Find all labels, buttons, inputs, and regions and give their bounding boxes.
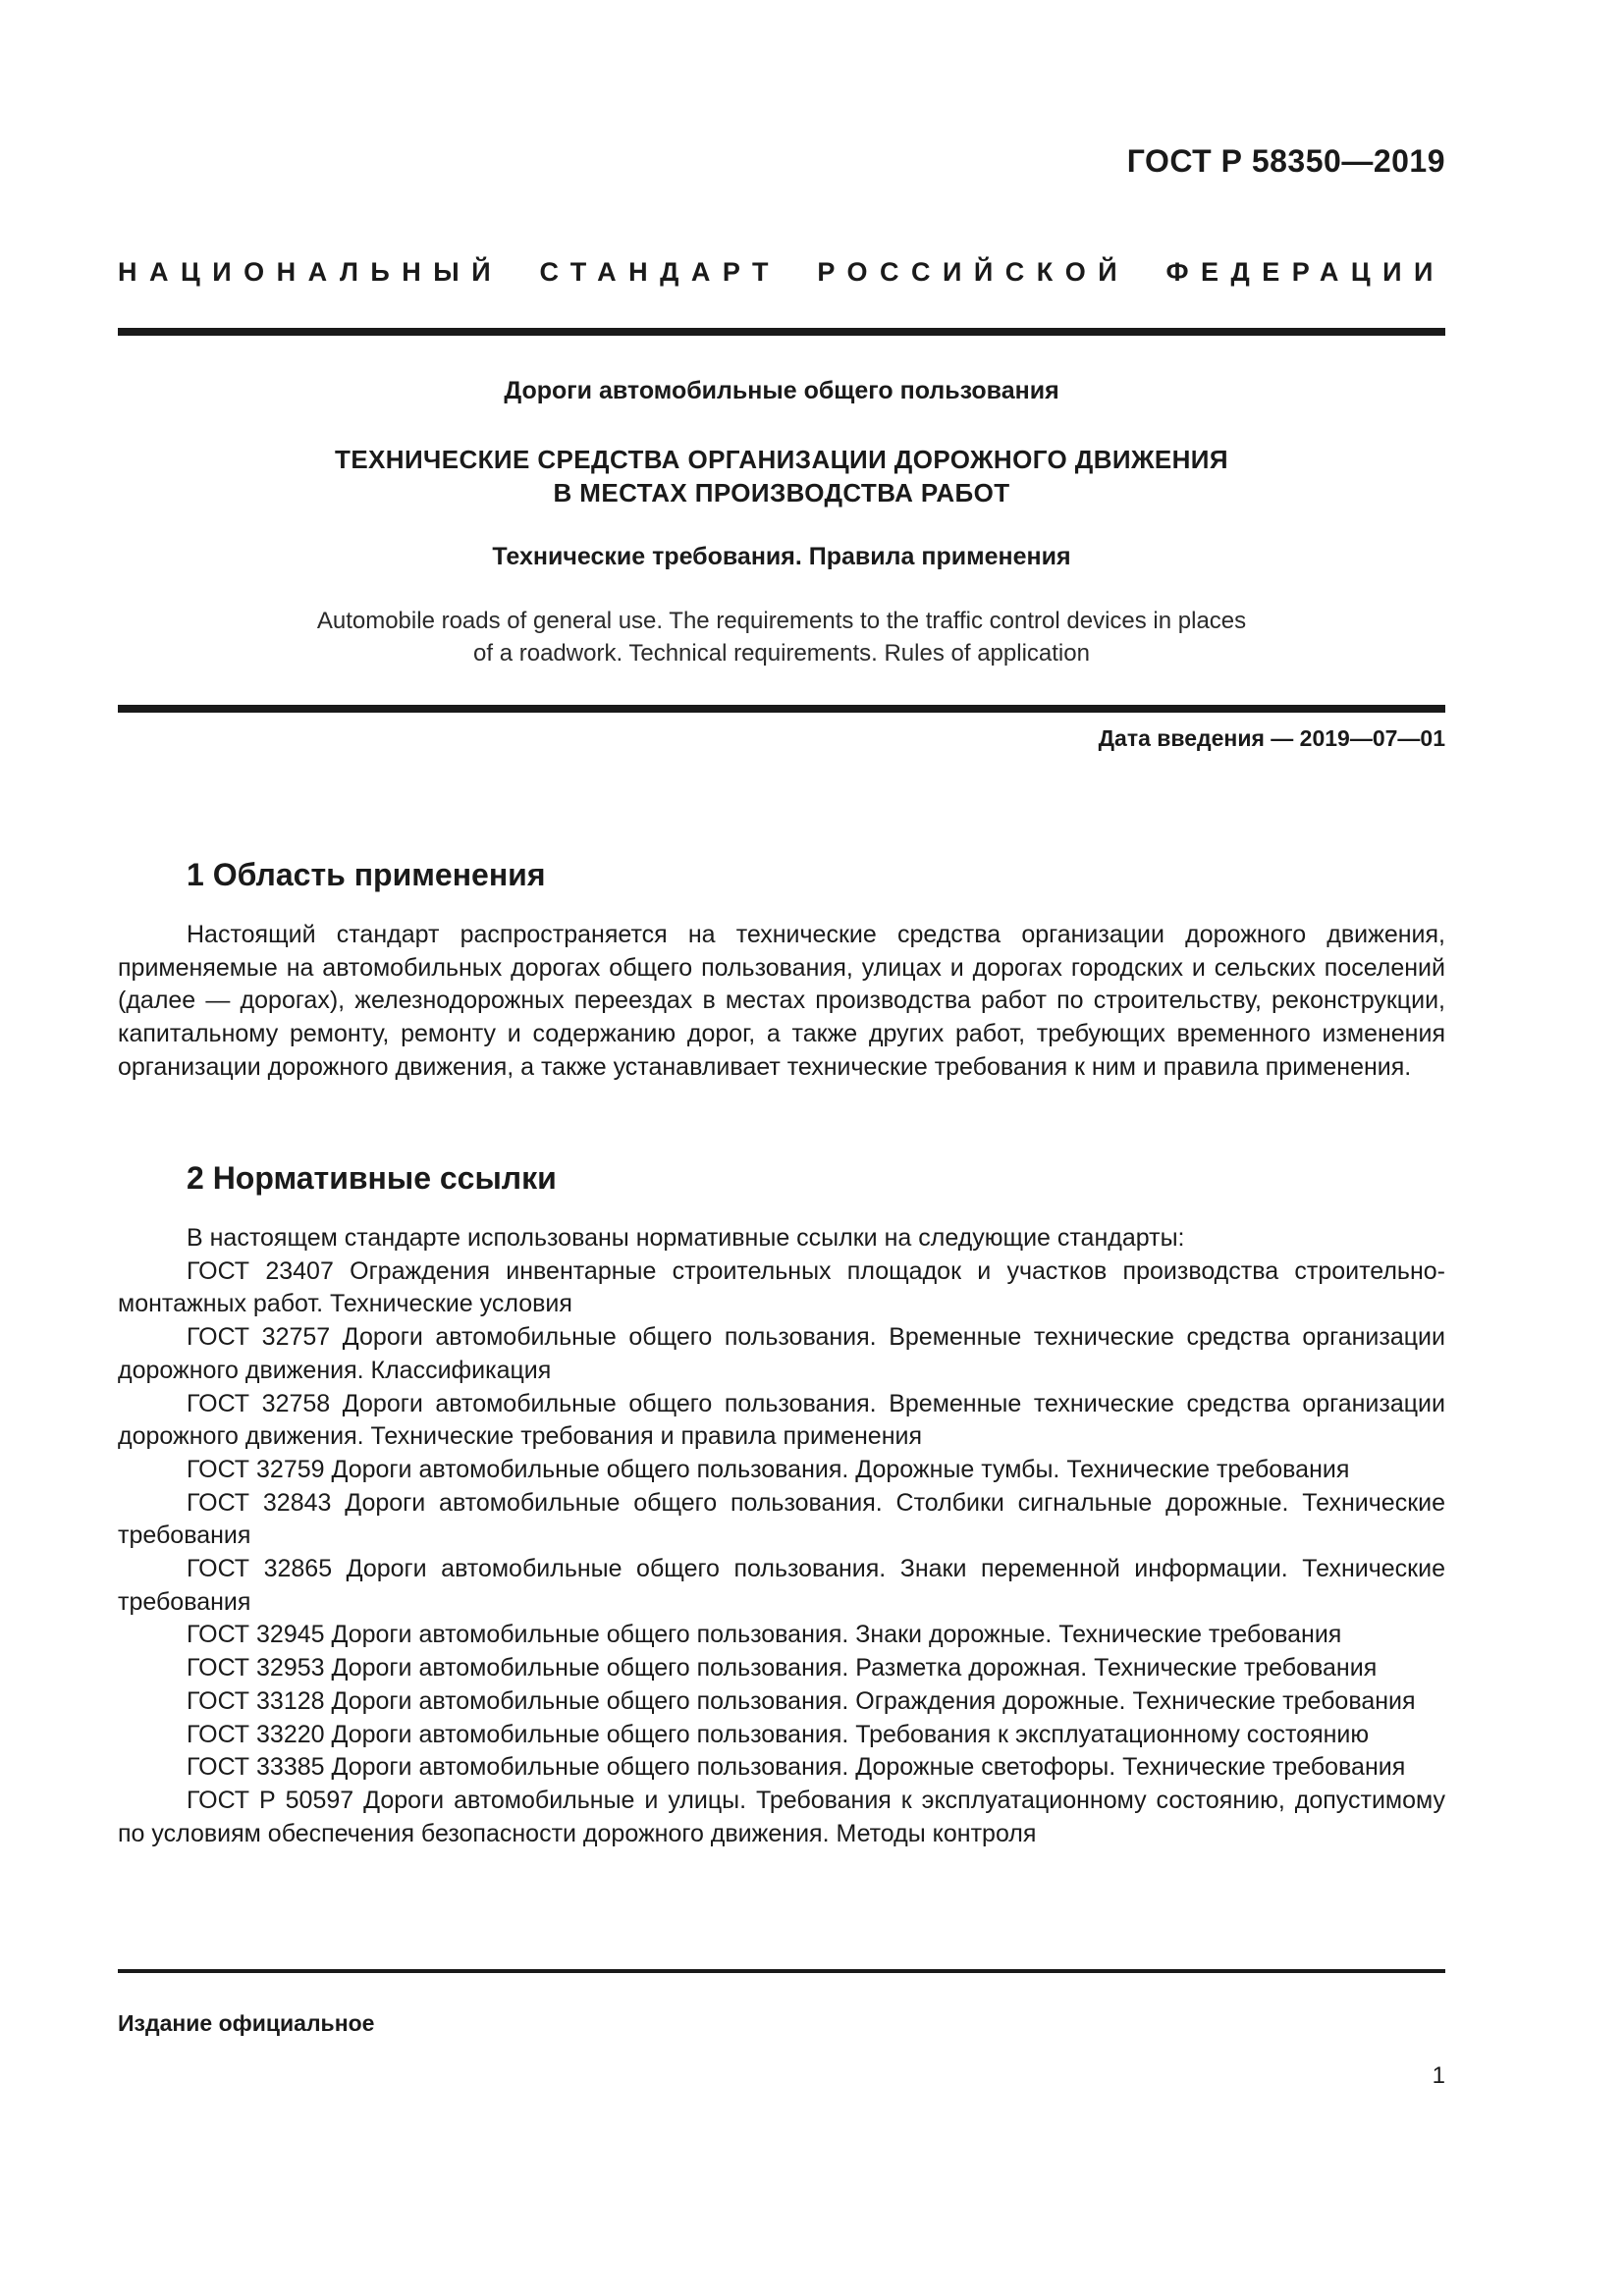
footer-divider [118,1969,1445,1973]
section-1-body [118,919,1445,1085]
section-2-heading: 2 Нормативные ссылки [187,1160,557,1196]
references-intro: В настоящем стандарте использованы нормативные ссылки на следующие стандарты: [187,1224,1185,1252]
header-word: НАЦИОНАЛЬНЫЙ [118,257,504,287]
page-number: 1 [1432,2062,1445,2089]
header-word: РОССИЙСКОЙ [817,257,1130,287]
reference-item: ГОСТ 32759 Дороги автомобильные общего пользования. Дорожные тумбы. Технические требования [187,1455,1350,1483]
section-1-heading: 1 Область применения [187,857,546,892]
document-title [118,443,1445,509]
title-line: ТЕХНИЧЕСКИЕ СРЕДСТВА ОРГАНИЗАЦИИ ДОРОЖНОГО ДВИЖЕНИЯ [335,445,1228,474]
reference-item: ГОСТ 32758 Дороги автомобильные общего пользования. Временные технические средства организации дорожного движения. Технические требования и правила применения [118,1389,1445,1451]
reference-item: ГОСТ 32757 Дороги автомобильные общего пользования. Временные технические средства организации дорожного движения. Классификация [118,1323,1445,1384]
reference-item: ГОСТ 33220 Дороги автомобильные общего пользования. Требования к эксплуатационному состоянию [187,1720,1370,1748]
official-edition-label: Издание официальное [118,2010,375,2036]
section-2-body [118,1222,1445,1850]
document-number: ГОСТ Р 58350—2019 [1126,143,1445,179]
english-title-line: Automobile roads of general use. The requirements to the traffic control devices in places [316,608,1247,634]
reference-item: ГОСТ 23407 Ограждения инвентарные строительных площадок и участков производства строительно-монтажных работ. Технические условия [118,1256,1445,1318]
english-title-line: of a roadwork. Technical requirements. Rules of application [473,640,1090,667]
reference-item: ГОСТ 32865 Дороги автомобильные общего пользования. Знаки переменной информации. Технические требования [118,1555,1445,1616]
reference-item: ГОСТ 32843 Дороги автомобильные общего пользования. Столбики сигнальные дорожные. Технические требования [118,1488,1445,1550]
section-1-paragraph: Настоящий стандарт распространяется на технические средства организации дорожного движения, применяемые на автомобильных дорогах общего пользования, улицах и дорогах городских и сельских поселений (далее — дорогах), железнодорожных переездах в местах производства работ по строительству, реконструкции, капитальному ремонту, ремонту и содержанию дорог, а также других работ, требующих временного изменения организации дорожного движения, а также устанавливает технические требования к ним и правила применения. [118,921,1445,1081]
reference-item: ГОСТ Р 50597 Дороги автомобильные и улицы. Требования к эксплуатационному состоянию, допустимому по условиям обеспечения безопасности дорожного движения. Методы контроля [118,1786,1445,1847]
reference-item: ГОСТ 33128 Дороги автомобильные общего пользования. Ограждения дорожные. Технические требования [187,1686,1416,1715]
header-word: ФЕДЕРАЦИИ [1165,257,1445,287]
document-subtitle: Технические требования. Правила применения [492,543,1071,570]
title-series: Дороги автомобильные общего пользования [504,377,1059,404]
english-title [118,605,1445,669]
title-line: В МЕСТАХ ПРОИЗВОДСТВА РАБОТ [553,478,1010,507]
reference-item: ГОСТ 32945 Дороги автомобильные общего пользования. Знаки дорожные. Технические требования [187,1621,1342,1649]
header-divider [118,328,1445,336]
title-divider [118,705,1445,713]
introduction-date: Дата введения — 2019—07—01 [1098,725,1445,751]
reference-item: ГОСТ 32953 Дороги автомобильные общего пользования. Разметка дорожная. Технические требования [187,1654,1378,1682]
national-standard-header [118,257,1445,288]
reference-item: ГОСТ 33385 Дороги автомобильные общего пользования. Дорожные светофоры. Технические требования [187,1753,1406,1782]
header-word: СТАНДАРТ [539,257,781,287]
